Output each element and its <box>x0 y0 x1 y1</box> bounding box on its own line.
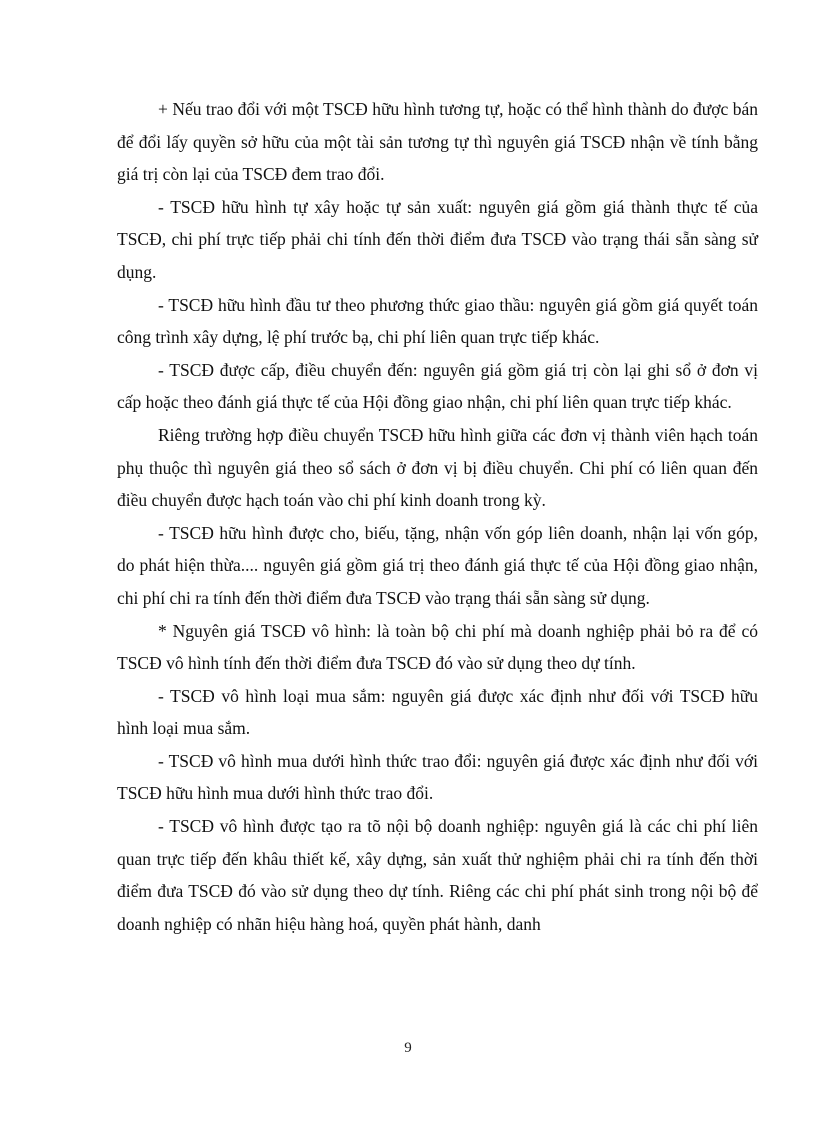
paragraph: - TSCĐ hữu hình đầu tư theo phương thức giao thầu: nguyên giá gồm giá quyết toán công trình xây dựng, lệ phí trước bạ, chi phí liên quan trực tiếp khác. <box>117 294 758 348</box>
paragraph: - TSCĐ vô hình loại mua sắm: nguyên giá được xác định như đối với TSCĐ hữu hình loại mua sắm. <box>117 685 758 739</box>
paragraph: - TSCĐ hữu hình tự xây hoặc tự sản xuất: nguyên giá gồm giá thành thực tế của TSCĐ, chi phí trực tiếp phải chi tính đến thời điểm đưa TSCĐ vào trạng thái sẵn sàng sử dụng. <box>117 196 758 282</box>
paragraph: Riêng trường hợp điều chuyển TSCĐ hữu hình giữa các đơn vị thành viên hạch toán phụ thuộc thì nguyên giá theo sổ sách ở đơn vị bị điều chuyển. Chi phí có liên quan đến điều chuyển được hạch toán vào chi phí kinh doanh trong kỳ. <box>117 424 758 511</box>
paragraph: - TSCĐ vô hình mua dưới hình thức trao đổi: nguyên giá được xác định như đối với TSCĐ hữu hình mua dưới hình thức trao đổi. <box>117 750 758 804</box>
paragraph: - TSCĐ được cấp, điều chuyển đến: nguyên giá gồm giá trị còn lại ghi sổ ở đơn vị cấp hoặc theo đánh giá thực tế của Hội đồng giao nhận, chi phí liên quan trực tiếp khác. <box>117 359 758 413</box>
page-number: 9 <box>404 1040 412 1056</box>
paragraph: - TSCĐ hữu hình được cho, biếu, tặng, nhận vốn góp liên doanh, nhận lại vốn góp, do phát hiện thừa.... nguyên giá gồm giá trị theo đánh giá thực tế của Hội đồng giao nhận, chi phí chi ra tính đến thời điểm đưa TSCĐ vào trạng thái sẵn sàng sử dụng. <box>117 522 758 608</box>
body-text <box>117 93 758 940</box>
paragraph: + Nếu trao đổi với một TSCĐ hữu hình tương tự, hoặc có thể hình thành do được bán để đổi lấy quyền sở hữu của một tài sản tương tự thì nguyên giá TSCĐ nhận về tính bằng giá trị còn lại của TSCĐ đem trao đổi. <box>117 99 758 185</box>
paragraph: * Nguyên giá TSCĐ vô hình: là toàn bộ chi phí mà doanh nghiệp phải bỏ ra để có TSCĐ vô hình tính đến thời điểm đưa TSCĐ đó vào sử dụng theo dự tính. <box>117 620 758 674</box>
paragraph: - TSCĐ vô hình được tạo ra tõ nội bộ doanh nghiệp: nguyên giá là các chi phí liên quan trực tiếp đến khâu thiết kế, xây dựng, sản xuất thử nghiệm phải chi ra tính đến thời điểm đưa TSCĐ đó vào sử dụng theo dự tính. Riêng các chi phí phát sinh trong nội bộ để doanh nghiệp có nhãn hiệu hàng hoá, quyền phát hành, danh <box>117 816 758 934</box>
